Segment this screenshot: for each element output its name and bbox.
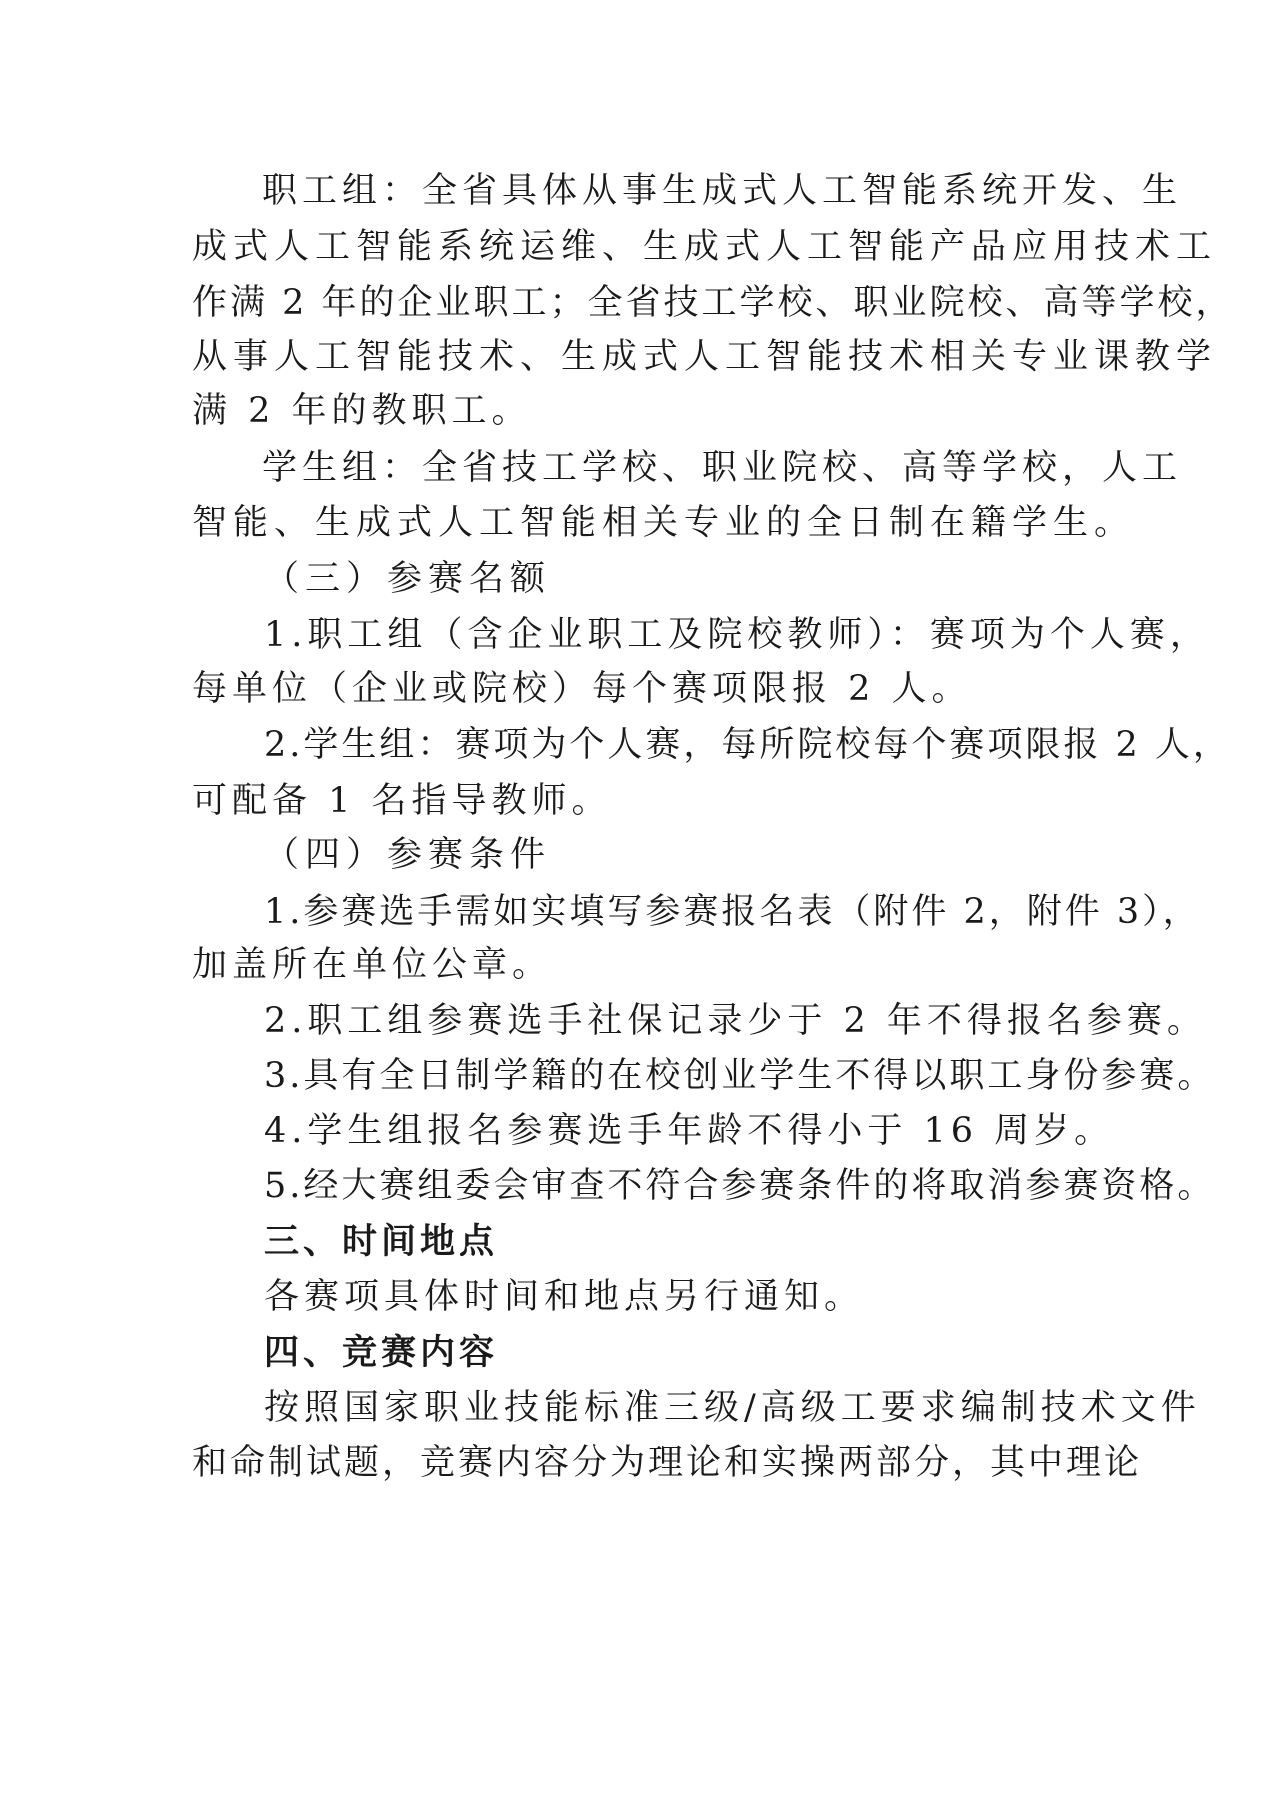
paragraph-line: 智能、生成式人工智能相关专业的全日制在籍学生。 <box>192 503 1136 543</box>
paragraph-line: 和命制试题，竞赛内容分为理论和实操两部分，其中理论 <box>192 1443 1143 1483</box>
paragraph-line: 加盖所在单位公章。 <box>192 945 553 985</box>
paragraph-line: 2.学生组：赛项为个人赛，每所院校每个赛项限报 2 人， <box>264 725 1231 765</box>
paragraph-line: 1.职工组（含企业职工及院校教师）：赛项为个人赛， <box>264 615 1210 655</box>
paragraph-line: 各赛项具体时间和地点另行通知。 <box>264 1277 865 1317</box>
paragraph-line: 可配备 1 名指导教师。 <box>192 781 612 821</box>
section-subheading: （四）参赛条件 <box>264 835 552 875</box>
paragraph-line: 5.经大赛组委会审查不符合参赛条件的将取消参赛资格。 <box>264 1166 1216 1206</box>
paragraph-line: 作满 2 年的企业职工；全省技工学校、职业院校、高等学校， <box>192 283 1234 323</box>
paragraph-line: 成式人工智能系统运维、生成式人工智能产品应用技术工 <box>192 227 1218 267</box>
paragraph-line: 每单位（企业或院校）每个赛项限报 2 人。 <box>192 669 972 709</box>
paragraph-line: 学生组：全省技工学校、职业院校、高等学校，人工 <box>262 448 1183 488</box>
paragraph-line: 2.职工组参赛选手社保记录少于 2 年不得报名参赛。 <box>264 1001 1207 1041</box>
paragraph-line: 从事人工智能技术、生成式人工智能技术相关专业课教学 <box>192 337 1218 377</box>
section-subheading: （三）参赛名额 <box>264 559 552 599</box>
paragraph-line: 1.参赛选手需如实填写参赛报名表（附件 2，附件 3）， <box>264 892 1201 932</box>
paragraph-line: 满 2 年的教职工。 <box>192 391 532 431</box>
paragraph-line: 职工组：全省具体从事生成式人工智能系统开发、生 <box>262 171 1183 211</box>
section-heading: 三、时间地点 <box>264 1222 499 1262</box>
paragraph-line: 3.具有全日制学籍的在校创业学生不得以职工身份参赛。 <box>264 1056 1216 1096</box>
paragraph-line: 4.学生组报名参赛选手年龄不得小于 16 周岁。 <box>264 1111 1115 1151</box>
section-heading: 四、竞赛内容 <box>264 1333 499 1373</box>
paragraph-line: 按照国家职业技能标准三级/高级工要求编制技术文件 <box>264 1388 1201 1428</box>
